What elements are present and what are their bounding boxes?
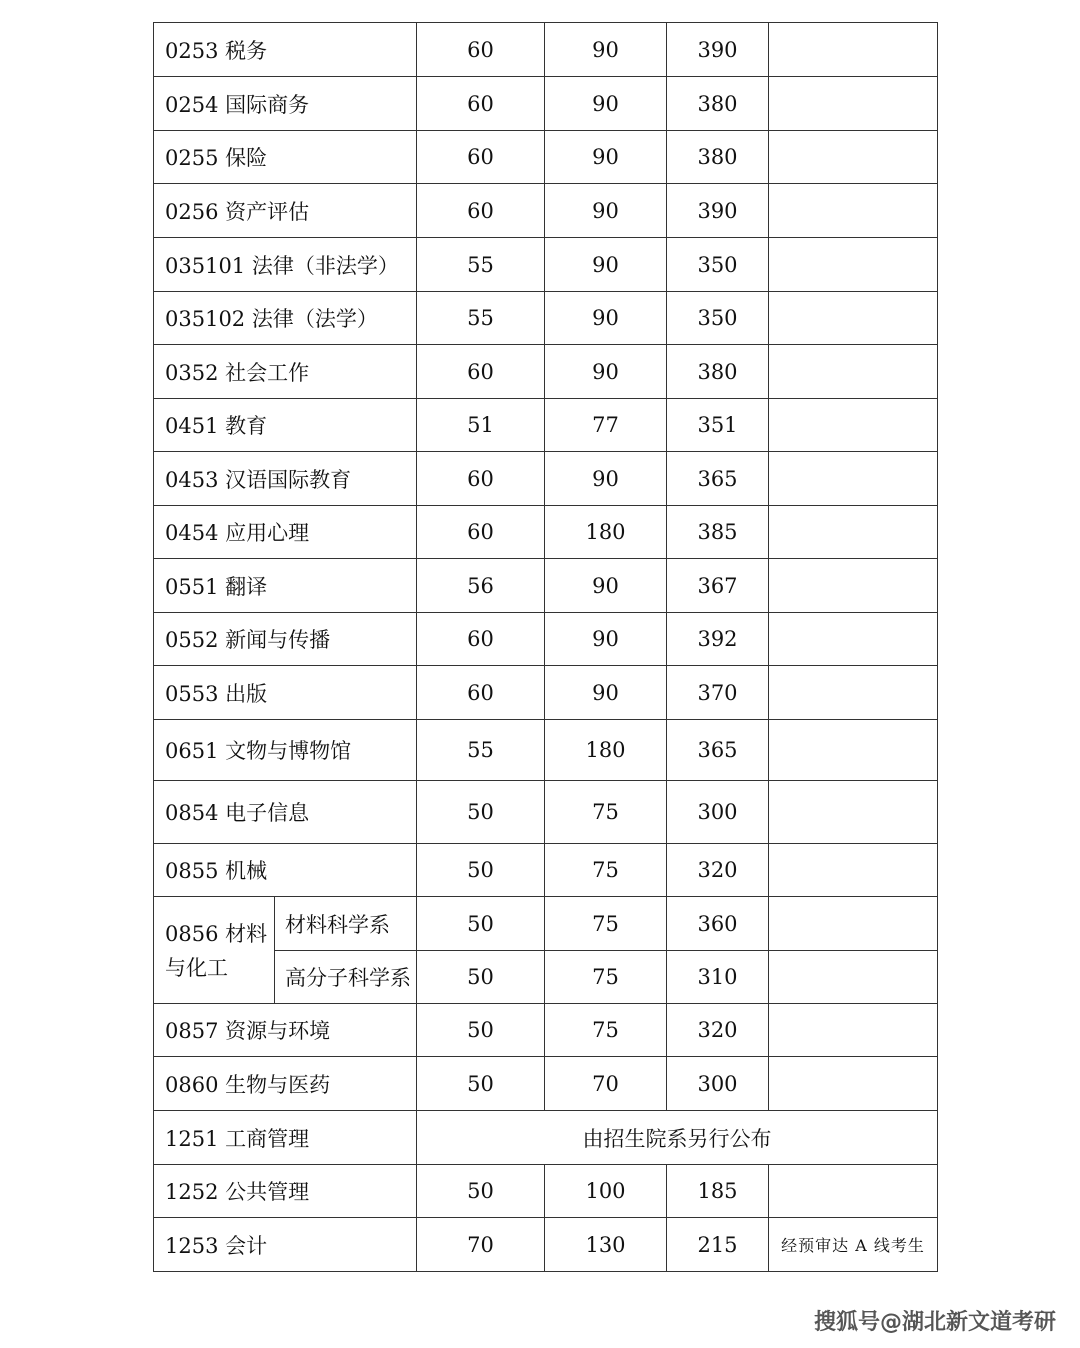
total-score: 300 — [667, 1057, 769, 1111]
remark — [769, 238, 938, 292]
total-score: 360 — [667, 897, 769, 951]
table-row — [154, 559, 938, 613]
remark — [769, 292, 938, 345]
total-score: 300 — [667, 781, 769, 844]
program-name: 0857 资源与环境 — [154, 1004, 417, 1057]
table-row — [154, 184, 938, 238]
single-subject-score-over-100: 75 — [545, 1004, 667, 1057]
total-score: 351 — [667, 399, 769, 452]
single-subject-score-over-100: 90 — [545, 238, 667, 292]
total-score: 385 — [667, 506, 769, 559]
program-name: 0651 文物与博物馆 — [154, 720, 417, 781]
table-row — [154, 506, 938, 559]
single-subject-score-100: 60 — [417, 506, 545, 559]
single-subject-score-over-100: 90 — [545, 77, 667, 131]
table-row — [154, 131, 938, 184]
score-table — [153, 22, 938, 1272]
remark — [769, 720, 938, 781]
total-score: 380 — [667, 77, 769, 131]
program-name: 1253 会计 — [154, 1218, 417, 1272]
table-row — [154, 452, 938, 506]
table-row — [154, 897, 938, 951]
remark — [769, 613, 938, 666]
total-score: 390 — [667, 23, 769, 77]
total-score: 365 — [667, 452, 769, 506]
total-score: 390 — [667, 184, 769, 238]
total-score: 380 — [667, 131, 769, 184]
total-score: 365 — [667, 720, 769, 781]
single-subject-score-100: 60 — [417, 666, 545, 720]
single-subject-score-over-100: 90 — [545, 559, 667, 613]
single-subject-score-100: 55 — [417, 720, 545, 781]
table-row — [154, 720, 938, 781]
program-name: 0552 新闻与传播 — [154, 613, 417, 666]
program-name: 035101 法律（非法学） — [154, 238, 417, 292]
single-subject-score-over-100: 90 — [545, 452, 667, 506]
single-subject-score-over-100: 75 — [545, 781, 667, 844]
remark — [769, 559, 938, 613]
program-name: 0352 社会工作 — [154, 345, 417, 399]
remark — [769, 399, 938, 452]
table-row — [154, 1111, 938, 1165]
single-subject-score-100: 60 — [417, 77, 545, 131]
program-name: 0451 教育 — [154, 399, 417, 452]
single-subject-score-over-100: 75 — [545, 844, 667, 897]
single-subject-score-over-100: 180 — [545, 506, 667, 559]
single-subject-score-over-100: 90 — [545, 23, 667, 77]
single-subject-score-over-100: 90 — [545, 184, 667, 238]
program-name: 0551 翻译 — [154, 559, 417, 613]
single-subject-score-100: 60 — [417, 613, 545, 666]
program-name: 0254 国际商务 — [154, 77, 417, 131]
table-row — [154, 399, 938, 452]
table-row — [154, 666, 938, 720]
remark — [769, 23, 938, 77]
table-row — [154, 1218, 938, 1272]
total-score: 380 — [667, 345, 769, 399]
table-row — [154, 613, 938, 666]
program-name: 035102 法律（法学） — [154, 292, 417, 345]
remark — [769, 897, 938, 951]
total-score: 185 — [667, 1165, 769, 1218]
program-name-line2: 与化工 — [165, 956, 228, 980]
total-score: 320 — [667, 844, 769, 897]
single-subject-score-over-100: 90 — [545, 131, 667, 184]
single-subject-score-100: 55 — [417, 238, 545, 292]
single-subject-score-over-100: 90 — [545, 345, 667, 399]
single-subject-score-over-100: 75 — [545, 951, 667, 1004]
table-row — [154, 345, 938, 399]
remark — [769, 1165, 938, 1218]
single-subject-score-100: 50 — [417, 1165, 545, 1218]
total-score: 215 — [667, 1218, 769, 1272]
remark — [769, 781, 938, 844]
single-subject-score-over-100: 77 — [545, 399, 667, 452]
program-name: 0454 应用心理 — [154, 506, 417, 559]
watermark: 搜狐号@湖北新文道考研 — [813, 1310, 1056, 1335]
program-name: 0553 出版 — [154, 666, 417, 720]
remark — [769, 1057, 938, 1111]
program-name: 0255 保险 — [154, 131, 417, 184]
table-row — [154, 1165, 938, 1218]
table-row — [154, 844, 938, 897]
total-score: 350 — [667, 238, 769, 292]
remark — [769, 184, 938, 238]
single-subject-score-100: 56 — [417, 559, 545, 613]
total-score: 320 — [667, 1004, 769, 1057]
program-name: 0854 电子信息 — [154, 781, 417, 844]
single-subject-score-100: 60 — [417, 23, 545, 77]
single-subject-score-100: 50 — [417, 781, 545, 844]
single-subject-score-100: 60 — [417, 452, 545, 506]
total-score: 350 — [667, 292, 769, 345]
program-name: 0453 汉语国际教育 — [154, 452, 417, 506]
remark — [769, 951, 938, 1004]
remark — [769, 666, 938, 720]
remark — [769, 77, 938, 131]
department-name: 高分子科学系 — [275, 951, 417, 1004]
remark: 经预审达 A 线考生 — [769, 1218, 938, 1272]
program-name: 1252 公共管理 — [154, 1165, 417, 1218]
program-name — [154, 897, 275, 1004]
total-score: 370 — [667, 666, 769, 720]
program-name: 1251 工商管理 — [154, 1111, 417, 1165]
remark — [769, 506, 938, 559]
program-name: 0253 税务 — [154, 23, 417, 77]
single-subject-score-100: 60 — [417, 184, 545, 238]
total-score: 310 — [667, 951, 769, 1004]
remark — [769, 345, 938, 399]
program-name: 0256 资产评估 — [154, 184, 417, 238]
department-name: 材料科学系 — [275, 897, 417, 951]
single-subject-score-over-100: 70 — [545, 1057, 667, 1111]
remark — [769, 1004, 938, 1057]
program-name-line1: 0856 材料 — [165, 922, 268, 946]
table-row — [154, 23, 938, 77]
single-subject-score-over-100: 90 — [545, 666, 667, 720]
single-subject-score-100: 50 — [417, 951, 545, 1004]
total-score: 367 — [667, 559, 769, 613]
total-score: 392 — [667, 613, 769, 666]
single-subject-score-100: 55 — [417, 292, 545, 345]
single-subject-score-over-100: 75 — [545, 897, 667, 951]
single-subject-score-100: 51 — [417, 399, 545, 452]
single-subject-score-over-100: 90 — [545, 613, 667, 666]
table-row — [154, 292, 938, 345]
single-subject-score-over-100: 90 — [545, 292, 667, 345]
single-subject-score-100: 60 — [417, 345, 545, 399]
single-subject-score-100: 50 — [417, 897, 545, 951]
single-subject-score-over-100: 180 — [545, 720, 667, 781]
single-subject-score-100: 50 — [417, 844, 545, 897]
remark — [769, 452, 938, 506]
single-subject-score-100: 70 — [417, 1218, 545, 1272]
table-row — [154, 1057, 938, 1111]
notice-text: 由招生院系另行公布 — [417, 1111, 938, 1165]
single-subject-score-100: 50 — [417, 1004, 545, 1057]
table-row — [154, 238, 938, 292]
program-name: 0860 生物与医药 — [154, 1057, 417, 1111]
single-subject-score-over-100: 130 — [545, 1218, 667, 1272]
program-name: 0855 机械 — [154, 844, 417, 897]
remark — [769, 844, 938, 897]
single-subject-score-over-100: 100 — [545, 1165, 667, 1218]
single-subject-score-100: 50 — [417, 1057, 545, 1111]
remark — [769, 131, 938, 184]
table-row — [154, 1004, 938, 1057]
single-subject-score-100: 60 — [417, 131, 545, 184]
table-row — [154, 77, 938, 131]
table-row — [154, 781, 938, 844]
